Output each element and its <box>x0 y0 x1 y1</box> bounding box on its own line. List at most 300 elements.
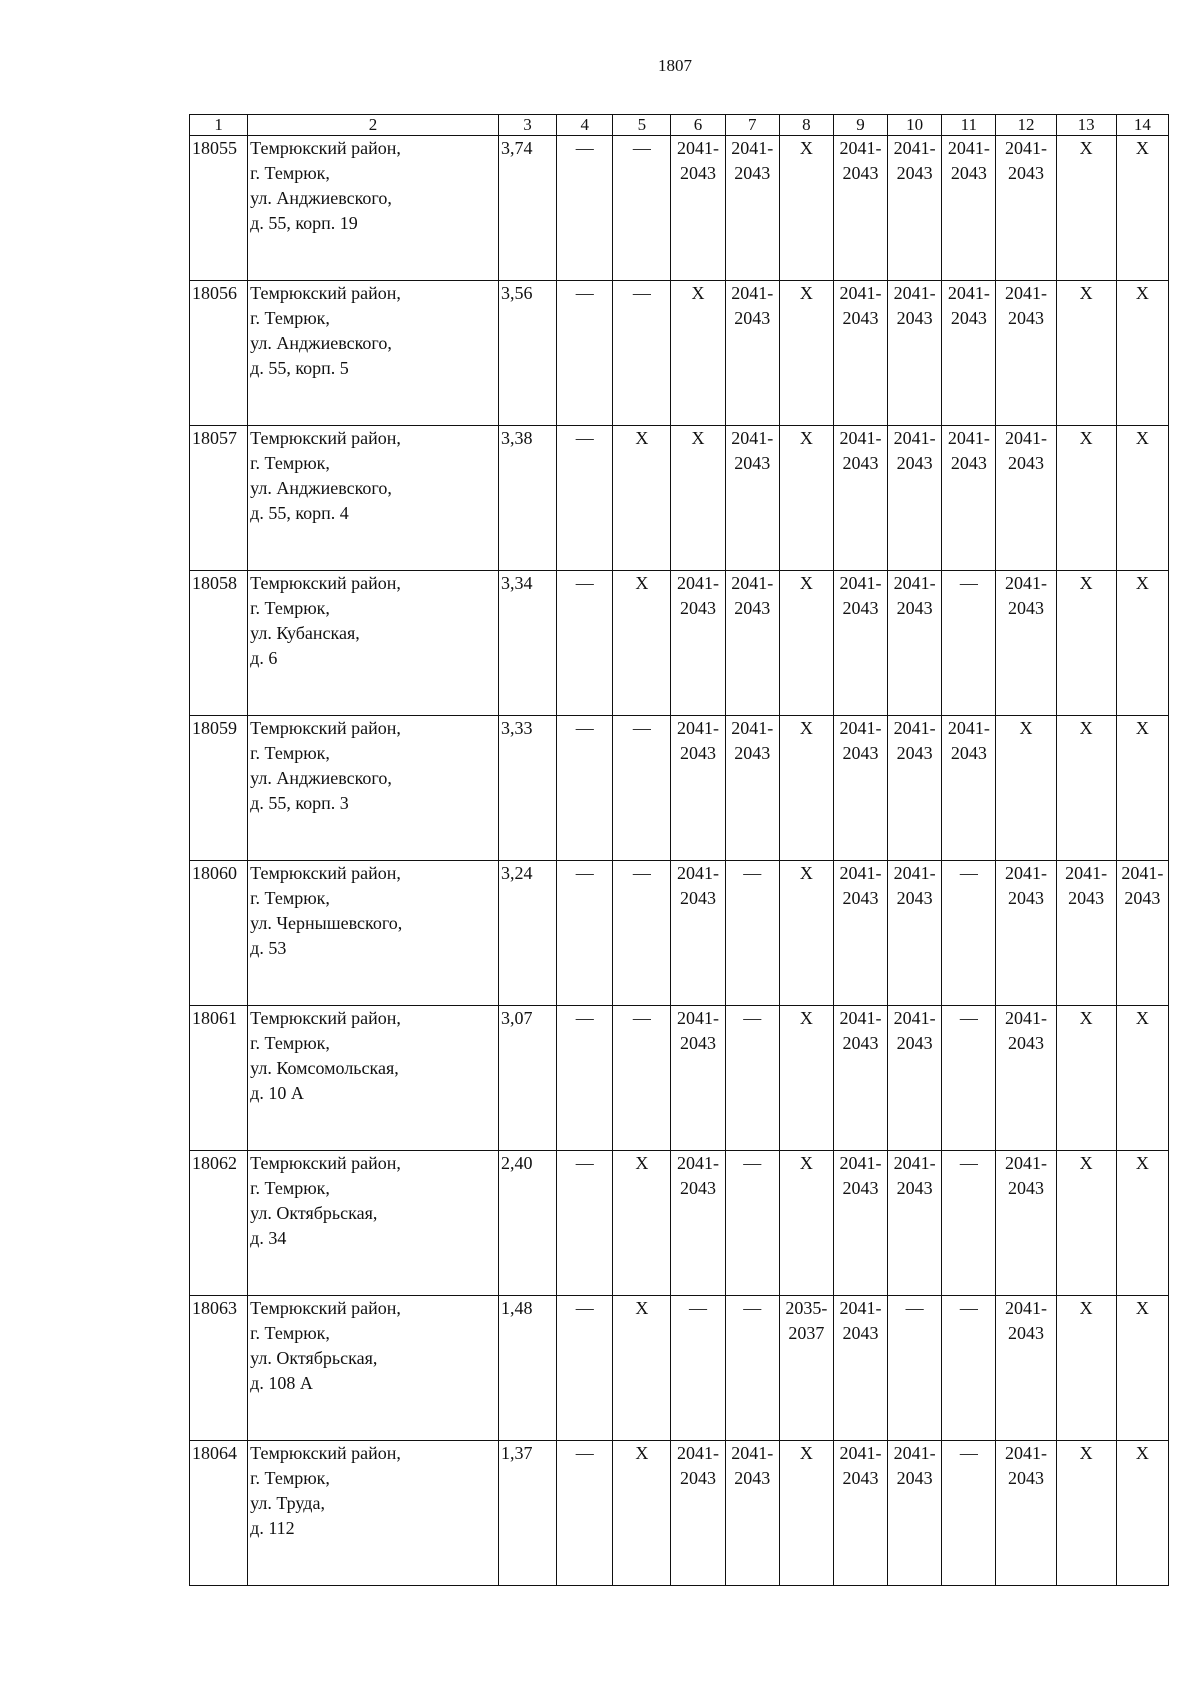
period-cell-col-10 <box>888 1296 942 1441</box>
period-cell-col-5 <box>613 136 671 281</box>
column-header-12: 12 <box>996 115 1056 136</box>
period-value: — <box>575 1153 594 1173</box>
table-row <box>190 1296 1169 1441</box>
address-line: ул. Труда, <box>250 1493 325 1513</box>
period-value: 2041-2043 <box>1065 863 1108 908</box>
period-value: 2041-2043 <box>731 428 774 473</box>
address-line: д. 55, корп. 19 <box>250 213 358 233</box>
period-value: Х <box>1079 1443 1093 1463</box>
period-cell-col-5 <box>613 1151 671 1296</box>
table-row <box>190 1006 1169 1151</box>
address-line: Темрюкский район, <box>250 428 401 448</box>
area-value: 3,38 <box>498 426 556 571</box>
period-value: 2041-2043 <box>677 1008 720 1053</box>
period-cell-col-14 <box>1116 1006 1168 1151</box>
period-cell-col-14 <box>1116 281 1168 426</box>
address-line: д. 10 А <box>250 1083 304 1103</box>
period-value: 2035-2037 <box>785 1298 828 1343</box>
area-value: 3,56 <box>498 281 556 426</box>
period-cell-col-11 <box>942 571 996 716</box>
column-header-6: 6 <box>671 115 725 136</box>
period-value: — <box>905 1298 924 1318</box>
period-cell-col-14 <box>1116 1151 1168 1296</box>
period-cell-col-10 <box>888 571 942 716</box>
period-value: — <box>689 1298 708 1318</box>
period-cell-col-9 <box>833 571 887 716</box>
period-cell-col-10 <box>888 1441 942 1586</box>
period-cell-col-8 <box>779 861 833 1006</box>
period-value: — <box>743 1153 762 1173</box>
period-cell-col-7 <box>725 1441 779 1586</box>
record-number: 18062 <box>190 1151 248 1296</box>
period-cell-col-9 <box>833 1006 887 1151</box>
address-cell <box>248 1441 499 1586</box>
period-cell-col-10 <box>888 136 942 281</box>
period-cell-col-13 <box>1056 716 1116 861</box>
period-value: — <box>575 428 594 448</box>
period-value: 2041-2043 <box>731 718 774 763</box>
period-value: — <box>959 863 978 883</box>
period-value: 2041-2043 <box>947 718 990 763</box>
period-value: — <box>632 138 651 158</box>
period-value: 2041-2043 <box>677 718 720 763</box>
address-line: г. Темрюк, <box>250 163 330 183</box>
period-value: — <box>575 1008 594 1028</box>
period-value: 2041-2043 <box>677 863 720 908</box>
address-line: Темрюкский район, <box>250 1008 401 1028</box>
period-cell-col-6 <box>671 716 725 861</box>
period-cell-col-13 <box>1056 1441 1116 1586</box>
period-value: Х <box>799 1443 813 1463</box>
period-value: — <box>743 863 762 883</box>
period-value: 2041-2043 <box>839 1008 882 1053</box>
period-value: 2041-2043 <box>893 1443 936 1488</box>
page-number: 1807 <box>658 56 692 75</box>
period-value: 2041-2043 <box>1004 283 1047 328</box>
period-cell-col-12 <box>996 716 1056 861</box>
period-cell-col-13 <box>1056 1006 1116 1151</box>
period-value: Х <box>799 573 813 593</box>
address-line: Темрюкский район, <box>250 573 401 593</box>
address-line: Темрюкский район, <box>250 718 401 738</box>
period-value: — <box>632 718 651 738</box>
period-cell-col-4 <box>557 1151 613 1296</box>
record-number: 18055 <box>190 136 248 281</box>
period-value: 2041-2043 <box>947 283 990 328</box>
address-line: г. Темрюк, <box>250 1468 330 1488</box>
period-cell-col-11 <box>942 861 996 1006</box>
address-line: ул. Чернышевского, <box>250 913 403 933</box>
period-cell-col-14 <box>1116 861 1168 1006</box>
table-row <box>190 571 1169 716</box>
table-row <box>190 1151 1169 1296</box>
period-cell-col-14 <box>1116 1441 1168 1586</box>
address-cell <box>248 281 499 426</box>
address-line: Темрюкский район, <box>250 1153 401 1173</box>
period-cell-col-6 <box>671 1006 725 1151</box>
period-value: Х <box>1079 1153 1093 1173</box>
period-value: — <box>743 1008 762 1028</box>
period-value: 2041-2043 <box>839 718 882 763</box>
period-cell-col-11 <box>942 1441 996 1586</box>
period-value: Х <box>799 1153 813 1173</box>
period-value: 2041-2043 <box>677 1153 720 1198</box>
period-cell-col-13 <box>1056 861 1116 1006</box>
period-cell-col-12 <box>996 1296 1056 1441</box>
period-cell-col-10 <box>888 1151 942 1296</box>
period-cell-col-9 <box>833 1151 887 1296</box>
period-cell-col-8 <box>779 1151 833 1296</box>
period-cell-col-9 <box>833 1296 887 1441</box>
address-line: д. 55, корп. 4 <box>250 503 349 523</box>
area-value: 1,37 <box>498 1441 556 1586</box>
record-number: 18057 <box>190 426 248 571</box>
period-cell-col-4 <box>557 571 613 716</box>
period-cell-col-12 <box>996 1151 1056 1296</box>
address-line: ул. Анджиевского, <box>250 478 392 498</box>
period-value: Х <box>799 138 813 158</box>
address-line: ул. Анджиевского, <box>250 768 392 788</box>
period-value: 2041-2043 <box>839 863 882 908</box>
period-cell-col-14 <box>1116 136 1168 281</box>
period-cell-col-12 <box>996 426 1056 571</box>
period-value: 2041-2043 <box>1004 138 1047 183</box>
period-value: 2041-2043 <box>839 1443 882 1488</box>
column-header-10: 10 <box>888 115 942 136</box>
column-header-8: 8 <box>779 115 833 136</box>
address-cell <box>248 1151 499 1296</box>
period-cell-col-6 <box>671 136 725 281</box>
address-cell <box>248 1006 499 1151</box>
period-cell-col-5 <box>613 281 671 426</box>
period-value: Х <box>635 1443 649 1463</box>
column-number-row <box>190 115 1169 136</box>
period-cell-col-13 <box>1056 281 1116 426</box>
period-value: Х <box>1135 1443 1149 1463</box>
period-value: 2041-2043 <box>893 283 936 328</box>
period-cell-col-6 <box>671 861 725 1006</box>
period-value: Х <box>799 718 813 738</box>
period-cell-col-8 <box>779 716 833 861</box>
period-value: 2041-2043 <box>893 138 936 183</box>
address-line: г. Темрюк, <box>250 1323 330 1343</box>
period-value: — <box>959 1008 978 1028</box>
period-value: 2041-2043 <box>677 573 720 618</box>
period-cell-col-11 <box>942 426 996 571</box>
address-line: Темрюкский район, <box>250 283 401 303</box>
area-value: 3,34 <box>498 571 556 716</box>
column-header-4: 4 <box>557 115 613 136</box>
address-line: Темрюкский район, <box>250 1443 401 1463</box>
column-header-1: 1 <box>190 115 248 136</box>
period-value: Х <box>1135 718 1149 738</box>
period-value: Х <box>1019 718 1033 738</box>
period-value: Х <box>1079 1298 1093 1318</box>
address-cell <box>248 861 499 1006</box>
period-value: Х <box>635 428 649 448</box>
period-cell-col-13 <box>1056 426 1116 571</box>
period-value: Х <box>691 428 705 448</box>
period-value: — <box>632 283 651 303</box>
period-cell-col-11 <box>942 136 996 281</box>
area-value: 3,07 <box>498 1006 556 1151</box>
period-cell-col-7 <box>725 1006 779 1151</box>
table-row <box>190 281 1169 426</box>
period-value: 2041-2043 <box>1004 428 1047 473</box>
period-value: 2041-2043 <box>731 1443 774 1488</box>
period-cell-col-12 <box>996 1441 1056 1586</box>
period-cell-col-10 <box>888 1006 942 1151</box>
period-cell-col-13 <box>1056 1151 1116 1296</box>
period-cell-col-5 <box>613 1296 671 1441</box>
period-value: 2041-2043 <box>1004 1008 1047 1053</box>
address-line: д. 6 <box>250 648 278 668</box>
period-value: — <box>575 863 594 883</box>
period-value: — <box>959 1153 978 1173</box>
period-cell-col-5 <box>613 861 671 1006</box>
record-number: 18064 <box>190 1441 248 1586</box>
period-value: — <box>575 1443 594 1463</box>
record-number: 18060 <box>190 861 248 1006</box>
period-value: 2041-2043 <box>1121 863 1164 908</box>
period-cell-col-6 <box>671 281 725 426</box>
period-cell-col-11 <box>942 1006 996 1151</box>
period-cell-col-14 <box>1116 716 1168 861</box>
period-cell-col-12 <box>996 571 1056 716</box>
period-cell-col-8 <box>779 136 833 281</box>
period-value: — <box>632 1008 651 1028</box>
period-value: 2041-2043 <box>839 428 882 473</box>
period-cell-col-14 <box>1116 571 1168 716</box>
period-value: 2041-2043 <box>839 1298 882 1343</box>
address-cell <box>248 716 499 861</box>
period-cell-col-6 <box>671 571 725 716</box>
address-line: Темрюкский район, <box>250 863 401 883</box>
period-cell-col-4 <box>557 136 613 281</box>
period-value: Х <box>799 863 813 883</box>
period-cell-col-12 <box>996 136 1056 281</box>
address-line: г. Темрюк, <box>250 598 330 618</box>
period-cell-col-11 <box>942 1296 996 1441</box>
period-cell-col-8 <box>779 571 833 716</box>
period-value: Х <box>1135 1153 1149 1173</box>
period-value: Х <box>1079 138 1093 158</box>
period-value: Х <box>635 1298 649 1318</box>
period-cell-col-4 <box>557 861 613 1006</box>
period-cell-col-5 <box>613 571 671 716</box>
period-cell-col-9 <box>833 281 887 426</box>
period-cell-col-9 <box>833 136 887 281</box>
period-cell-col-12 <box>996 1006 1056 1151</box>
period-cell-col-10 <box>888 861 942 1006</box>
period-cell-col-8 <box>779 281 833 426</box>
period-value: Х <box>1135 283 1149 303</box>
period-cell-col-6 <box>671 426 725 571</box>
period-cell-col-7 <box>725 716 779 861</box>
address-line: г. Темрюк, <box>250 1033 330 1053</box>
period-value: — <box>575 718 594 738</box>
period-cell-col-5 <box>613 1006 671 1151</box>
period-cell-col-7 <box>725 426 779 571</box>
period-cell-col-5 <box>613 426 671 571</box>
period-value: 2041-2043 <box>893 428 936 473</box>
column-header-7: 7 <box>725 115 779 136</box>
period-value: 2041-2043 <box>1004 1298 1047 1343</box>
period-cell-col-4 <box>557 1296 613 1441</box>
period-value: 2041-2043 <box>677 1443 720 1488</box>
column-header-14: 14 <box>1116 115 1168 136</box>
period-value: 2041-2043 <box>893 1153 936 1198</box>
table-row <box>190 1441 1169 1586</box>
address-line: д. 112 <box>250 1518 295 1538</box>
address-line: г. Темрюк, <box>250 888 330 908</box>
address-line: ул. Комсомольская, <box>250 1058 399 1078</box>
period-value: 2041-2043 <box>947 428 990 473</box>
period-value: — <box>575 573 594 593</box>
period-cell-col-14 <box>1116 1296 1168 1441</box>
period-cell-col-4 <box>557 426 613 571</box>
period-cell-col-4 <box>557 1006 613 1151</box>
period-cell-col-7 <box>725 1296 779 1441</box>
period-cell-col-7 <box>725 281 779 426</box>
address-line: ул. Кубанская, <box>250 623 360 643</box>
period-cell-col-13 <box>1056 136 1116 281</box>
period-value: Х <box>691 283 705 303</box>
period-value: Х <box>1135 1008 1149 1028</box>
period-cell-col-14 <box>1116 426 1168 571</box>
period-cell-col-9 <box>833 716 887 861</box>
period-value: 2041-2043 <box>1004 1443 1047 1488</box>
period-value: Х <box>1079 1008 1093 1028</box>
period-value: — <box>959 1443 978 1463</box>
address-line: ул. Октябрьская, <box>250 1203 378 1223</box>
address-cell <box>248 426 499 571</box>
record-number: 18059 <box>190 716 248 861</box>
period-cell-col-4 <box>557 281 613 426</box>
period-cell-col-5 <box>613 1441 671 1586</box>
period-value: — <box>959 1298 978 1318</box>
period-value: — <box>575 283 594 303</box>
period-value: 2041-2043 <box>947 138 990 183</box>
period-value: 2041-2043 <box>731 573 774 618</box>
address-cell <box>248 136 499 281</box>
period-value: 2041-2043 <box>839 1153 882 1198</box>
area-value: 3,33 <box>498 716 556 861</box>
record-number: 18061 <box>190 1006 248 1151</box>
address-line: д. 55, корп. 5 <box>250 358 349 378</box>
period-cell-col-6 <box>671 1441 725 1586</box>
address-cell <box>248 1296 499 1441</box>
period-value: Х <box>799 283 813 303</box>
address-line: ул. Октябрьская, <box>250 1348 378 1368</box>
table-row <box>190 716 1169 861</box>
address-line: Темрюкский район, <box>250 1298 401 1318</box>
address-line: д. 34 <box>250 1228 287 1248</box>
address-line: ул. Анджиевского, <box>250 188 392 208</box>
address-line: г. Темрюк, <box>250 743 330 763</box>
period-cell-col-9 <box>833 426 887 571</box>
period-value: — <box>743 1298 762 1318</box>
period-value: 2041-2043 <box>731 138 774 183</box>
period-cell-col-9 <box>833 1441 887 1586</box>
period-cell-col-4 <box>557 1441 613 1586</box>
period-cell-col-9 <box>833 861 887 1006</box>
period-value: 2041-2043 <box>1004 1153 1047 1198</box>
period-cell-col-10 <box>888 426 942 571</box>
period-cell-col-7 <box>725 861 779 1006</box>
table-body <box>190 136 1169 1586</box>
period-cell-col-8 <box>779 1006 833 1151</box>
period-value: Х <box>635 1153 649 1173</box>
column-header-13: 13 <box>1056 115 1116 136</box>
column-header-2: 2 <box>248 115 499 136</box>
period-value: Х <box>1135 573 1149 593</box>
address-line: д. 55, корп. 3 <box>250 793 349 813</box>
period-cell-col-6 <box>671 1296 725 1441</box>
area-value: 3,74 <box>498 136 556 281</box>
period-cell-col-11 <box>942 1151 996 1296</box>
period-cell-col-11 <box>942 716 996 861</box>
period-cell-col-6 <box>671 1151 725 1296</box>
record-number: 18058 <box>190 571 248 716</box>
period-value: — <box>959 573 978 593</box>
period-cell-col-12 <box>996 861 1056 1006</box>
period-value: 2041-2043 <box>893 573 936 618</box>
period-value: Х <box>1079 718 1093 738</box>
address-cell <box>248 571 499 716</box>
period-value: Х <box>1079 573 1093 593</box>
period-value: 2041-2043 <box>893 863 936 908</box>
period-cell-col-8 <box>779 426 833 571</box>
period-value: Х <box>799 1008 813 1028</box>
period-cell-col-4 <box>557 716 613 861</box>
period-cell-col-8 <box>779 1296 833 1441</box>
period-cell-col-10 <box>888 281 942 426</box>
period-cell-col-5 <box>613 716 671 861</box>
period-value: Х <box>1135 1298 1149 1318</box>
period-value: Х <box>799 428 813 448</box>
column-header-11: 11 <box>942 115 996 136</box>
period-value: Х <box>635 573 649 593</box>
column-header-9: 9 <box>833 115 887 136</box>
area-value: 1,48 <box>498 1296 556 1441</box>
period-value: 2041-2043 <box>893 718 936 763</box>
column-header-3: 3 <box>498 115 556 136</box>
period-value: 2041-2043 <box>1004 573 1047 618</box>
period-value: 2041-2043 <box>839 283 882 328</box>
period-cell-col-8 <box>779 1441 833 1586</box>
table-row <box>190 861 1169 1006</box>
period-value: — <box>575 138 594 158</box>
period-cell-col-7 <box>725 571 779 716</box>
period-value: 2041-2043 <box>1004 863 1047 908</box>
address-line: д. 108 А <box>250 1373 313 1393</box>
period-value: 2041-2043 <box>839 138 882 183</box>
period-cell-col-7 <box>725 136 779 281</box>
period-value: 2041-2043 <box>893 1008 936 1053</box>
column-header-5: 5 <box>613 115 671 136</box>
period-value: Х <box>1079 428 1093 448</box>
period-value: 2041-2043 <box>677 138 720 183</box>
period-value: 2041-2043 <box>731 283 774 328</box>
period-cell-col-12 <box>996 281 1056 426</box>
record-number: 18056 <box>190 281 248 426</box>
period-cell-col-10 <box>888 716 942 861</box>
table-row <box>190 136 1169 281</box>
period-cell-col-13 <box>1056 571 1116 716</box>
period-cell-col-13 <box>1056 1296 1116 1441</box>
period-value: Х <box>1135 428 1149 448</box>
